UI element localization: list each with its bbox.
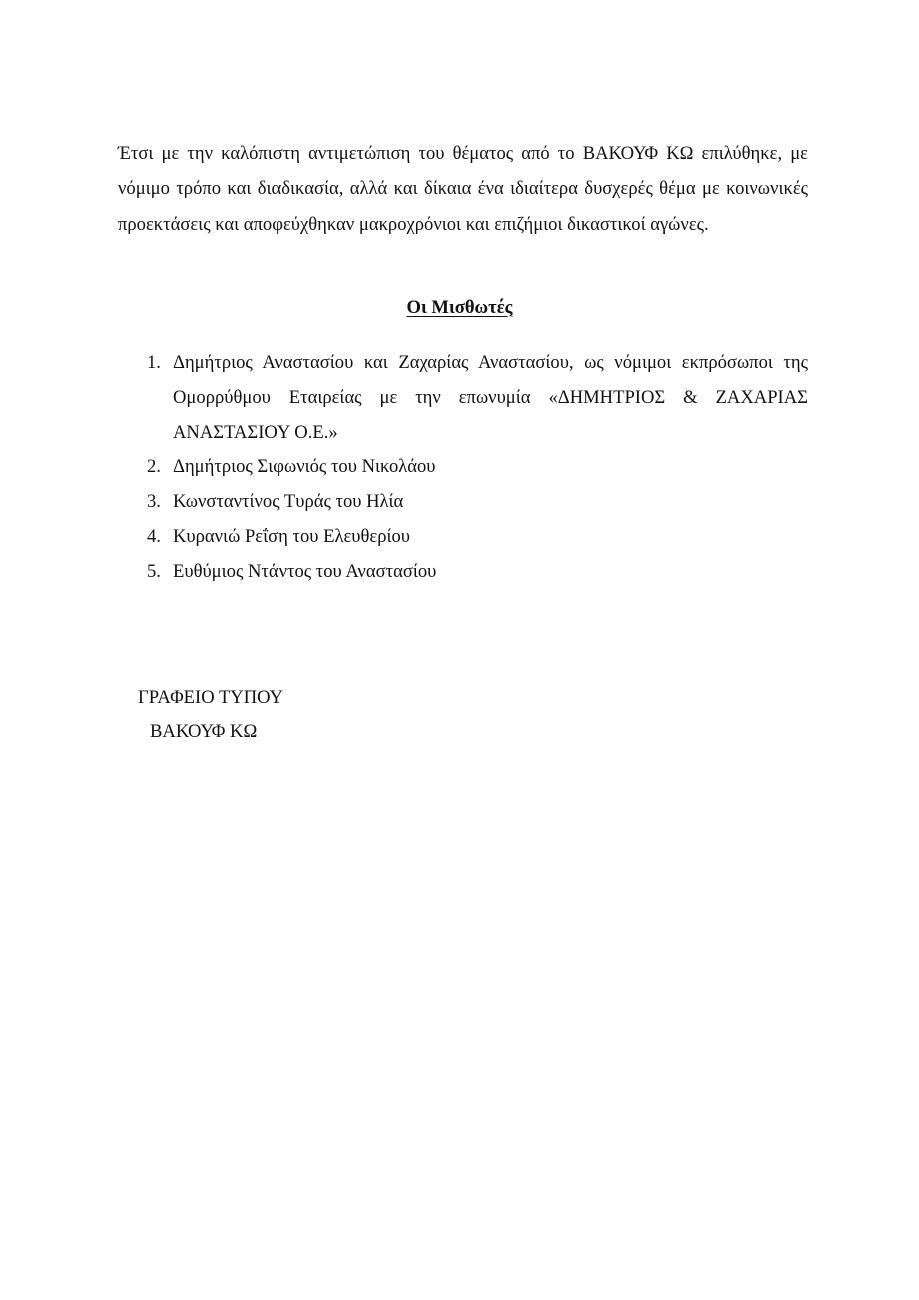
list-item-text: Κωνσταντίνος Τυράς του Ηλία (173, 491, 404, 513)
intro-paragraph: Έτσι με την καλόπιστη αντιμετώπιση του θέματος από το ΒΑΚΟΥΦ ΚΩ επιλύθηκε, με νόμιμο τρόπο και διαδικασία, αλλά και δίκαια ένα ιδιαίτερα δυσχερές θέμα με κοινωνικές προεκτάσεις και αποφεύχθηκαν μακροχρόνιοι και επιζήμιοι δικαστικοί αγώνες. (118, 143, 808, 235)
list-item (118, 450, 808, 485)
list-item-text: Ευθύμιος Ντάντος του Αναστασίου (173, 560, 437, 582)
list-item-number: 1. (147, 352, 161, 373)
signature-organization: ΒΑΚΟΥΦ ΚΩ (150, 721, 258, 742)
list-item (118, 485, 808, 520)
list-item-number: 4. (147, 525, 161, 547)
list-item-number: 2. (147, 456, 161, 478)
tenants-heading: Οι Μισθωτές (406, 297, 513, 318)
list-item-text: Δημήτριος Σιφωνιός του Νικολάου (173, 456, 436, 478)
list-item (118, 520, 808, 555)
list-item-text: Κυρανιώ Ρεΐση του Ελευθερίου (173, 525, 411, 547)
signature-block (138, 681, 283, 749)
tenants-list (118, 346, 808, 590)
list-item-number: 3. (147, 491, 161, 513)
list-item-number: 5. (147, 560, 161, 582)
signature-office: ΓΡΑΦΕΙΟ ΤΥΠΟΥ (138, 687, 284, 708)
list-item (118, 346, 808, 450)
list-item (118, 555, 808, 590)
list-item-text: Δημήτριος Αναστασίου και Ζαχαρίας Αναστασίου, ως νόμιμοι εκπρόσωποι της Ομορρύθμου Εταιρείας με την επωνυμία «ΔΗΜΗΤΡΙΟΣ & ΖΑΧΑΡΙΑΣ ΑΝΑΣΤΑΣΙΟΥ Ο.Ε.» (173, 352, 808, 443)
